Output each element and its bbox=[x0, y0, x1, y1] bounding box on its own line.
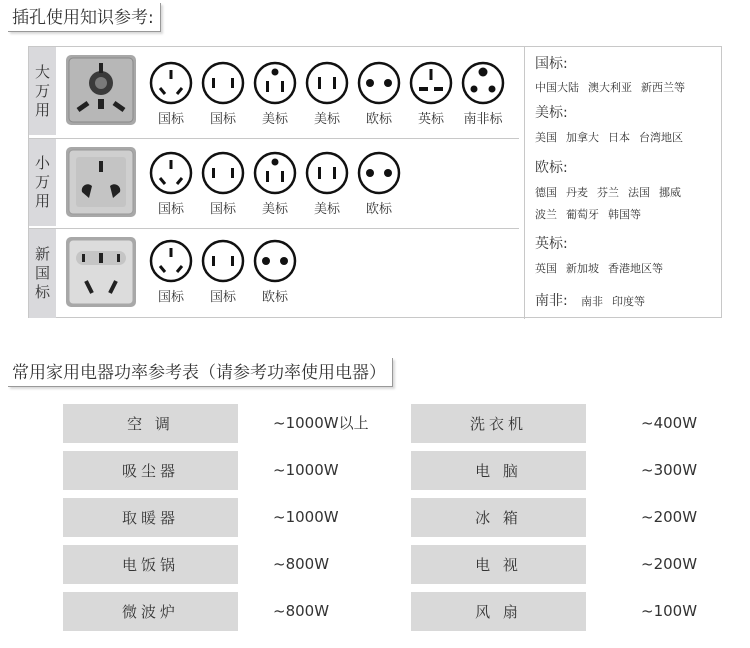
us-2pin-plug-icon bbox=[305, 151, 349, 195]
plug-type-label: 国标 bbox=[157, 290, 184, 305]
plug-type-label: 国标 bbox=[157, 202, 184, 217]
plug-type-item bbox=[146, 61, 196, 127]
cn-3pin-plug-icon bbox=[149, 239, 193, 283]
info-countries: 美国 加拿大 日本 台湾地区 bbox=[535, 131, 683, 144]
socket-guide-title: 插孔使用知识参考: bbox=[8, 3, 161, 32]
info-countries: 英国 新加坡 香港地区等 bbox=[535, 262, 663, 275]
plug-type-item bbox=[406, 61, 456, 127]
plug-type-item bbox=[198, 151, 248, 217]
eu-2pin-plug-icon bbox=[253, 239, 297, 283]
plug-type-label: 欧标 bbox=[365, 112, 392, 127]
info-countries: 波兰 葡萄牙 韩国等 bbox=[535, 208, 641, 221]
appliance-power: ~400W bbox=[641, 414, 698, 432]
new-national-socket-image bbox=[66, 237, 136, 307]
us-3pin-plug-icon bbox=[253, 151, 297, 195]
plug-type-item bbox=[250, 61, 300, 127]
plug-type-label: 美标 bbox=[261, 202, 288, 217]
info-countries: 南非 印度等 bbox=[581, 295, 645, 308]
appliance-name: 电饭锅 bbox=[63, 545, 238, 584]
cn-3pin-plug-icon bbox=[149, 61, 193, 105]
info-heading: 欧标: bbox=[535, 160, 568, 176]
uk-plug-icon bbox=[409, 61, 453, 105]
appliance-power: ~800W bbox=[273, 602, 330, 620]
plug-type-label: 欧标 bbox=[261, 290, 288, 305]
appliance-power: ~200W bbox=[641, 555, 698, 573]
appliance-name: 冰 箱 bbox=[411, 498, 586, 537]
info-heading: 国标: bbox=[535, 56, 568, 72]
plug-type-item bbox=[198, 61, 248, 127]
plug-type-label: 南非标 bbox=[463, 112, 503, 127]
plug-type-label: 美标 bbox=[313, 112, 340, 127]
cn-2pin-plug-icon bbox=[201, 61, 245, 105]
row-label: 小 万 用 bbox=[29, 139, 56, 226]
appliance-power: ~1000W bbox=[273, 461, 339, 479]
appliance-power: ~100W bbox=[641, 602, 698, 620]
eu-2pin-plug-icon bbox=[357, 151, 401, 195]
appliance-name: 洗衣机 bbox=[411, 404, 586, 443]
power-table-title: 常用家用电器功率参考表（请参考功率使用电器） bbox=[8, 358, 393, 387]
appliance-name: 取暖器 bbox=[63, 498, 238, 537]
plug-type-item bbox=[354, 61, 404, 127]
small-universal-socket-image bbox=[66, 147, 136, 217]
info-heading: 美标: bbox=[535, 105, 568, 121]
eu-2pin-plug-icon bbox=[357, 61, 401, 105]
plug-type-item bbox=[458, 61, 508, 127]
plug-type-item bbox=[146, 239, 196, 305]
cn-2pin-plug-icon bbox=[201, 151, 245, 195]
sa-plug-icon bbox=[461, 61, 505, 105]
us-3pin-plug-icon bbox=[253, 61, 297, 105]
info-heading: 南非: bbox=[535, 293, 568, 309]
plug-type-item bbox=[250, 239, 300, 305]
plug-type-label: 美标 bbox=[261, 112, 288, 127]
plug-type-label: 国标 bbox=[209, 290, 236, 305]
plug-type-item bbox=[302, 151, 352, 217]
plug-type-label: 国标 bbox=[157, 112, 184, 127]
plug-type-item bbox=[354, 151, 404, 217]
plug-type-label: 欧标 bbox=[365, 202, 392, 217]
plug-type-label: 英标 bbox=[417, 112, 444, 127]
appliance-name: 空 调 bbox=[63, 404, 238, 443]
plug-type-item bbox=[250, 151, 300, 217]
plug-type-label: 国标 bbox=[209, 112, 236, 127]
plug-type-item bbox=[198, 239, 248, 305]
us-2pin-plug-icon bbox=[305, 61, 349, 105]
plug-type-label: 美标 bbox=[313, 202, 340, 217]
appliance-power: ~300W bbox=[641, 461, 698, 479]
appliance-name: 吸尘器 bbox=[63, 451, 238, 490]
appliance-power: ~1000W以上 bbox=[273, 414, 369, 432]
socket-guide-panel bbox=[28, 46, 722, 318]
standard-info-column bbox=[524, 47, 722, 319]
appliance-name: 电 视 bbox=[411, 545, 586, 584]
cn-2pin-plug-icon bbox=[201, 239, 245, 283]
plug-type-label: 国标 bbox=[209, 202, 236, 217]
appliance-name: 电 脑 bbox=[411, 451, 586, 490]
row-label: 新 国 标 bbox=[29, 229, 56, 318]
info-countries: 德国 丹麦 芬兰 法国 挪威 bbox=[535, 186, 681, 199]
info-heading: 英标: bbox=[535, 236, 568, 252]
appliance-power: ~1000W bbox=[273, 508, 339, 526]
appliance-power: ~800W bbox=[273, 555, 330, 573]
plug-type-item bbox=[146, 151, 196, 217]
plug-type-item bbox=[302, 61, 352, 127]
row-label: 大 万 用 bbox=[29, 47, 56, 135]
appliance-name: 微波炉 bbox=[63, 592, 238, 631]
info-countries: 中国大陆 澳大利亚 新西兰等 bbox=[535, 81, 685, 94]
appliance-power: ~200W bbox=[641, 508, 698, 526]
cn-3pin-plug-icon bbox=[149, 151, 193, 195]
appliance-name: 风 扇 bbox=[411, 592, 586, 631]
large-universal-socket-image bbox=[66, 55, 136, 125]
